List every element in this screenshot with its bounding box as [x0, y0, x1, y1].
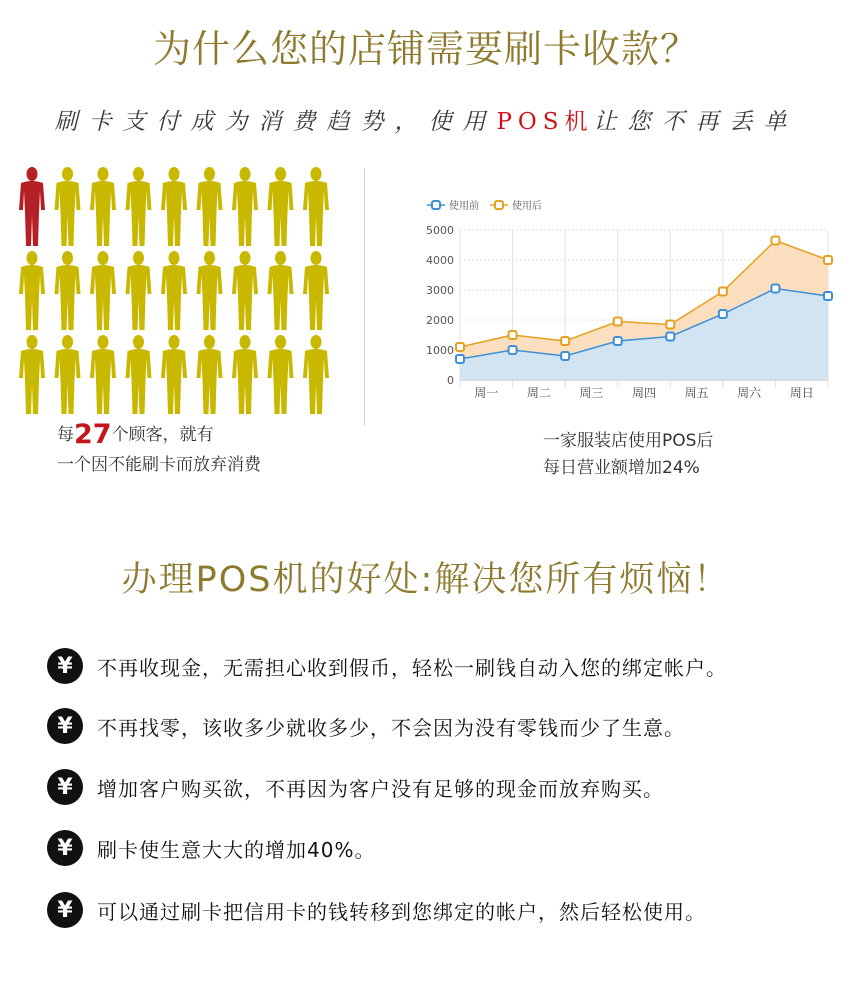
sales-chart — [415, 190, 845, 405]
person-icon — [232, 167, 258, 246]
person-icon — [126, 335, 152, 414]
person-icon — [197, 335, 223, 414]
person-icon — [161, 251, 187, 330]
yen-icon: ¥ — [47, 769, 83, 805]
benefit-item — [47, 648, 727, 684]
person-icon — [303, 335, 329, 414]
benefit-item — [47, 892, 706, 928]
person-icon — [19, 335, 45, 414]
person-icon — [55, 167, 81, 246]
x-tick-label: 周二 — [526, 386, 551, 400]
right-caption-line2: 每日营业额增加24% — [543, 458, 700, 478]
y-tick-label: 0 — [447, 374, 454, 387]
highlighted-person-icon — [19, 167, 45, 246]
x-tick-label: 周三 — [579, 386, 604, 400]
x-tick-label: 周六 — [737, 386, 762, 400]
people-grid — [14, 160, 334, 420]
benefit-item — [47, 769, 664, 805]
data-point — [561, 337, 569, 345]
benefit-text: 不再找零，该收多少就收多少，不会因为没有零钱而少了生意。 — [97, 715, 685, 740]
yen-icon: ¥ — [47, 830, 83, 866]
person-icon — [268, 335, 294, 414]
right-caption — [543, 428, 713, 482]
left-caption-line1 — [57, 420, 261, 450]
panel-divider — [364, 168, 365, 426]
person-icon — [197, 167, 223, 246]
left-caption — [57, 420, 261, 480]
yen-icon: ¥ — [47, 892, 83, 928]
caption-suffix: 个顾客，就有 — [111, 425, 214, 445]
legend-item — [490, 199, 542, 212]
person-icon — [55, 251, 81, 330]
data-point — [719, 288, 727, 296]
benefit-text: 刷卡使生意大大的增加40%。 — [97, 837, 376, 862]
right-caption-line1: 一家服装店使用POS后 — [543, 431, 714, 451]
person-icon — [126, 167, 152, 246]
data-point — [824, 256, 832, 264]
subtitle-after: 让您不再丢单 — [593, 109, 798, 135]
person-icon — [161, 167, 187, 246]
data-point — [666, 321, 674, 329]
person-icon — [232, 335, 258, 414]
person-icon — [232, 251, 258, 330]
y-tick-label: 3000 — [426, 284, 454, 297]
legend-label: 使用前 — [449, 201, 479, 212]
data-point — [561, 352, 569, 360]
person-icon — [90, 251, 116, 330]
yen-icon: ¥ — [47, 648, 83, 684]
legend-label: 使用后 — [512, 201, 542, 212]
x-tick-label: 周一 — [474, 386, 499, 400]
person-icon — [161, 335, 187, 414]
benefit-text: 不再收现金，无需担心收到假币，轻松一刷钱自动入您的绑定帐户。 — [97, 655, 727, 680]
caption-prefix: 每 — [57, 425, 74, 445]
x-tick-label: 周日 — [789, 386, 814, 400]
page-title: 为什么您的店铺需要刷卡收款？ — [152, 27, 699, 71]
section-title: 办理POS机的好处:解决您所有烦恼！ — [121, 560, 731, 600]
benefit-item — [47, 830, 375, 866]
data-point — [771, 285, 779, 293]
data-point — [614, 318, 622, 326]
data-point — [456, 343, 464, 351]
y-tick-label: 4000 — [426, 254, 454, 267]
data-point — [719, 310, 727, 318]
y-tick-label: 2000 — [426, 314, 454, 327]
left-caption-line2: 一个因不能刷卡而放弃消费 — [57, 455, 261, 475]
person-icon — [268, 167, 294, 246]
data-point — [824, 292, 832, 300]
data-point — [509, 331, 517, 339]
person-icon — [268, 251, 294, 330]
person-icon — [90, 335, 116, 414]
benefit-text: 增加客户购买欲，不再因为客户没有足够的现金而放弃购买。 — [97, 776, 664, 801]
data-point — [509, 346, 517, 354]
subtitle-highlight: POS机 — [496, 109, 594, 135]
person-icon — [55, 335, 81, 414]
x-tick-label: 周五 — [684, 386, 709, 400]
subtitle-before: 刷卡支付成为消费趋势，使用 — [54, 109, 497, 135]
legend-item — [427, 199, 479, 212]
caption-number: 27 — [74, 419, 112, 450]
y-tick-label: 1000 — [426, 344, 454, 357]
person-icon — [126, 251, 152, 330]
data-point — [456, 355, 464, 363]
data-point — [614, 337, 622, 345]
data-point — [771, 237, 779, 245]
benefit-text: 可以通过刷卡把信用卡的钱转移到您绑定的帐户，然后轻松使用。 — [97, 899, 706, 924]
person-icon — [303, 167, 329, 246]
person-icon — [90, 167, 116, 246]
benefit-item — [47, 708, 685, 744]
subtitle — [0, 103, 852, 136]
person-icon — [19, 251, 45, 330]
person-icon — [197, 251, 223, 330]
y-tick-label: 5000 — [426, 224, 454, 237]
person-icon — [303, 251, 329, 330]
yen-icon: ¥ — [47, 708, 83, 744]
data-point — [666, 333, 674, 341]
x-tick-label: 周四 — [631, 386, 657, 400]
